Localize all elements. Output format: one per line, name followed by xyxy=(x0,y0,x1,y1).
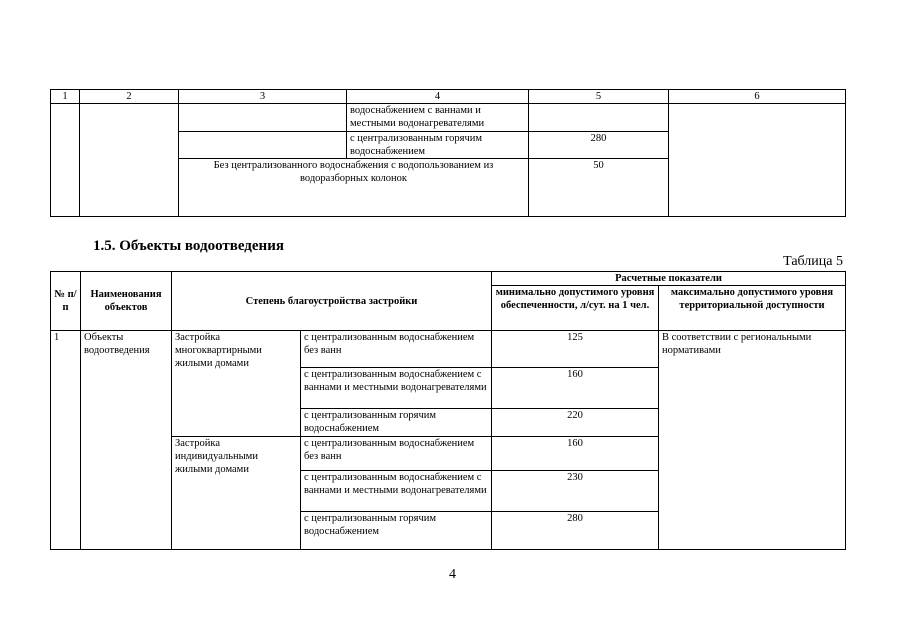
header-degree: Степень благоустройства застройки xyxy=(172,272,492,331)
col-number-6: 6 xyxy=(669,90,846,104)
supply-desc: с централизованным горячим водоснабжением xyxy=(347,132,529,159)
col-number-4: 4 xyxy=(347,90,529,104)
min-value: 230 xyxy=(492,471,659,512)
table-row xyxy=(51,104,846,132)
building-group: Застройка индивидуальными жилыми домами xyxy=(172,437,301,550)
min-value: 220 xyxy=(492,409,659,437)
header-name: Наименования объектов xyxy=(81,272,172,331)
supply-desc: водоснабжением с ваннами и местными водонагревателями xyxy=(347,104,529,132)
supply-desc-merged: Без централизованного водоснабжения с водопользованием из водоразборных колонок xyxy=(179,159,529,217)
header-row xyxy=(51,272,846,286)
supply-desc: с централизованным водоснабжением с ваннами и местными водонагревателями xyxy=(301,368,492,409)
min-value: 280 xyxy=(529,132,669,159)
supply-desc: с централизованным водоснабжением с ваннами и местными водонагревателями xyxy=(301,471,492,512)
header-indicators: Расчетные показатели xyxy=(492,272,846,286)
building-group: Застройка многоквартирными жилыми домами xyxy=(172,331,301,437)
supply-desc: с централизованным водоснабжением без ванн xyxy=(301,331,492,368)
max-value: В соответствии с региональными нормативами xyxy=(659,331,846,550)
supply-desc: с централизованным водоснабжением без ванн xyxy=(301,437,492,471)
row-num: 1 xyxy=(51,331,81,550)
table-row xyxy=(51,331,846,368)
min-value: 160 xyxy=(492,368,659,409)
min-value: 160 xyxy=(492,437,659,471)
table-label: Таблица 5 xyxy=(783,254,843,269)
water-supply-table-continued xyxy=(50,89,846,217)
min-value: 50 xyxy=(529,159,669,217)
header-min: минимально допустимого уровня обеспеченности, л/сут. на 1 чел. xyxy=(492,286,659,331)
max-value-cell xyxy=(669,104,846,217)
wastewater-table xyxy=(50,271,846,550)
col-number-2: 2 xyxy=(80,90,179,104)
group-cell xyxy=(179,104,347,132)
col-number-3: 3 xyxy=(179,90,347,104)
col-number-5: 5 xyxy=(529,90,669,104)
section-title: 1.5. Объекты водоотведения xyxy=(93,238,284,254)
column-number-row xyxy=(51,90,846,104)
object-cell xyxy=(80,104,179,217)
col-number-1: 1 xyxy=(51,90,80,104)
header-max: максимально допустимого уровня территориальной доступности xyxy=(659,286,846,331)
min-value: 125 xyxy=(492,331,659,368)
header-num: № п/п xyxy=(51,272,81,331)
supply-desc: с централизованным горячим водоснабжением xyxy=(301,512,492,550)
num-cell xyxy=(51,104,80,217)
page-number: 4 xyxy=(449,567,456,582)
min-value: 280 xyxy=(492,512,659,550)
supply-desc: с централизованным горячим водоснабжением xyxy=(301,409,492,437)
object-name: Объекты водоотведения xyxy=(81,331,172,550)
group-cell xyxy=(179,132,347,159)
min-value xyxy=(529,104,669,132)
